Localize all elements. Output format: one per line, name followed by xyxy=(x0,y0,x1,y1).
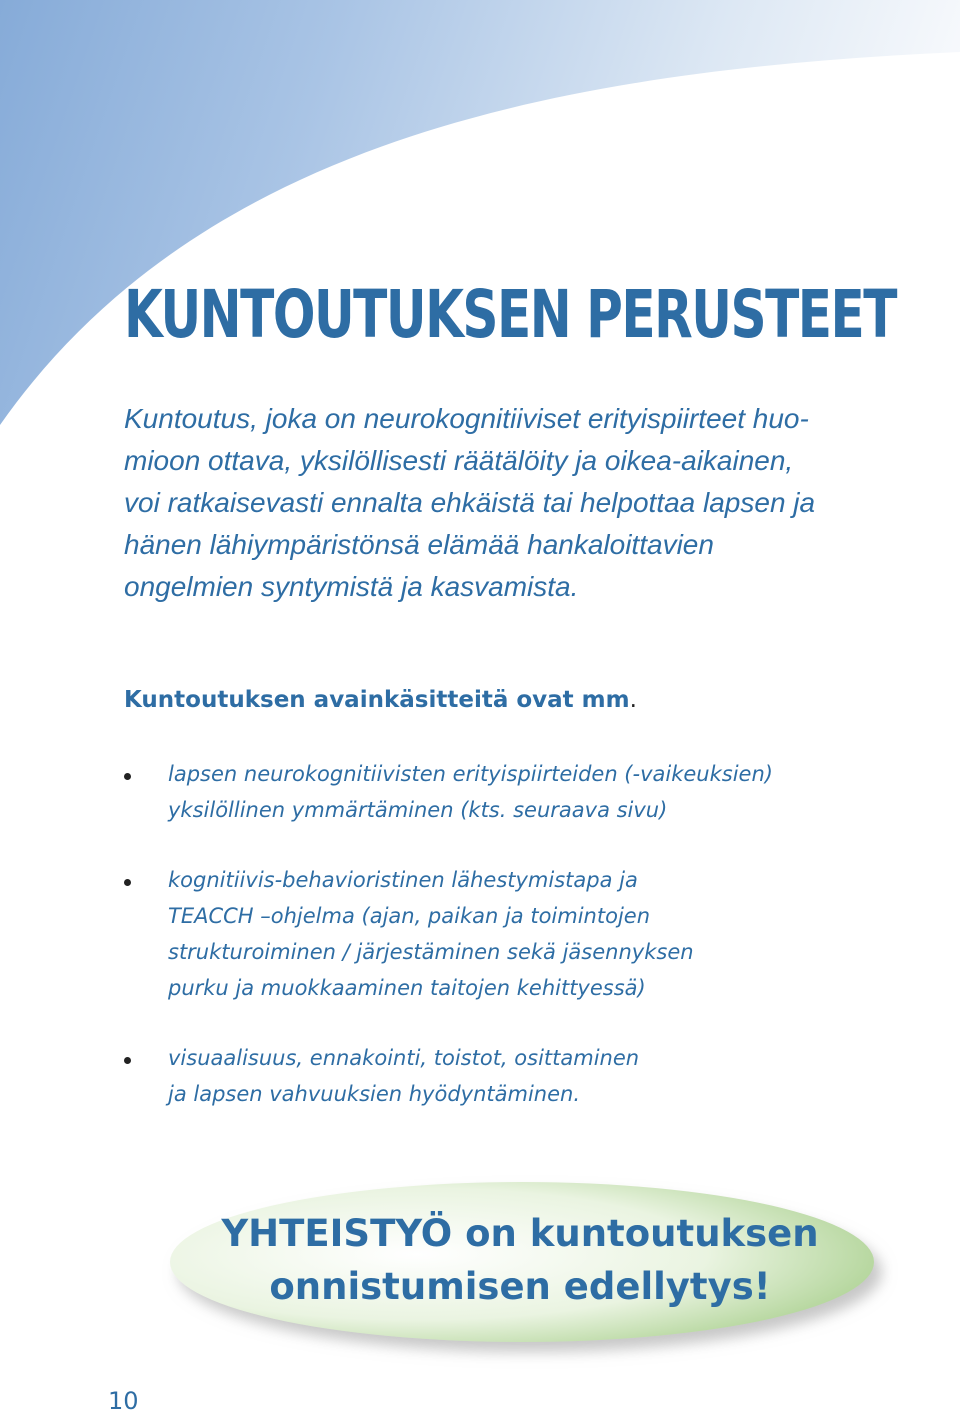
intro-line: ongelmien syntymistä ja kasvamista. xyxy=(124,571,579,602)
bullet-icon xyxy=(124,1057,131,1064)
intro-paragraph xyxy=(124,398,924,608)
list-item xyxy=(124,862,773,1006)
intro-line: Kuntoutus, joka on neurokognitiiviset erityispiirteet huo- xyxy=(124,403,809,434)
page-title: KUNTOUTUKSEN PERUSTEET xyxy=(124,276,896,353)
callout-line: YHTEISTYÖ on kuntoutuksen xyxy=(221,1212,819,1255)
key-concepts-list xyxy=(124,756,773,1112)
list-item-line: lapsen neurokognitiivisten erityispiirteiden (-vaikeuksien) xyxy=(168,762,773,786)
list-item-line: visuaalisuus, ennakointi, toistot, osittaminen xyxy=(168,1046,640,1070)
intro-line: mioon ottava, yksilöllisesti räätälöity ja oikea-aikainen, xyxy=(124,445,794,476)
key-concepts-heading-text: Kuntoutuksen avainkäsitteitä ovat mm xyxy=(124,687,630,713)
intro-line: voi ratkaisevasti ennalta ehkäistä tai helpottaa lapsen ja xyxy=(124,487,816,518)
list-item-line: yksilöllinen ymmärtäminen (kts. seuraava sivu) xyxy=(168,798,668,822)
list-item xyxy=(124,1040,773,1112)
list-item-line: purku ja muokkaaminen taitojen kehittyessä) xyxy=(168,976,646,1000)
background-swoosh xyxy=(0,0,960,440)
heading-period: . xyxy=(629,687,637,713)
callout-message xyxy=(170,1207,870,1313)
list-item xyxy=(124,756,773,828)
intro-line: hänen lähiympäristönsä elämää hankaloittavien xyxy=(124,529,714,560)
list-item-line: TEACCH –ohjelma (ajan, paikan ja toimintojen xyxy=(168,904,651,928)
bullet-icon xyxy=(124,773,131,780)
list-item-line: strukturoiminen / järjestäminen sekä jäsennyksen xyxy=(168,940,694,964)
bullet-icon xyxy=(124,879,131,886)
list-item-line: ja lapsen vahvuuksien hyödyntäminen. xyxy=(168,1082,581,1106)
key-concepts-heading xyxy=(124,680,637,720)
page-number: 10 xyxy=(108,1387,139,1415)
callout-line: onnistumisen edellytys! xyxy=(269,1265,771,1308)
list-item-line: kognitiivis-behavioristinen lähestymistapa ja xyxy=(168,868,638,892)
